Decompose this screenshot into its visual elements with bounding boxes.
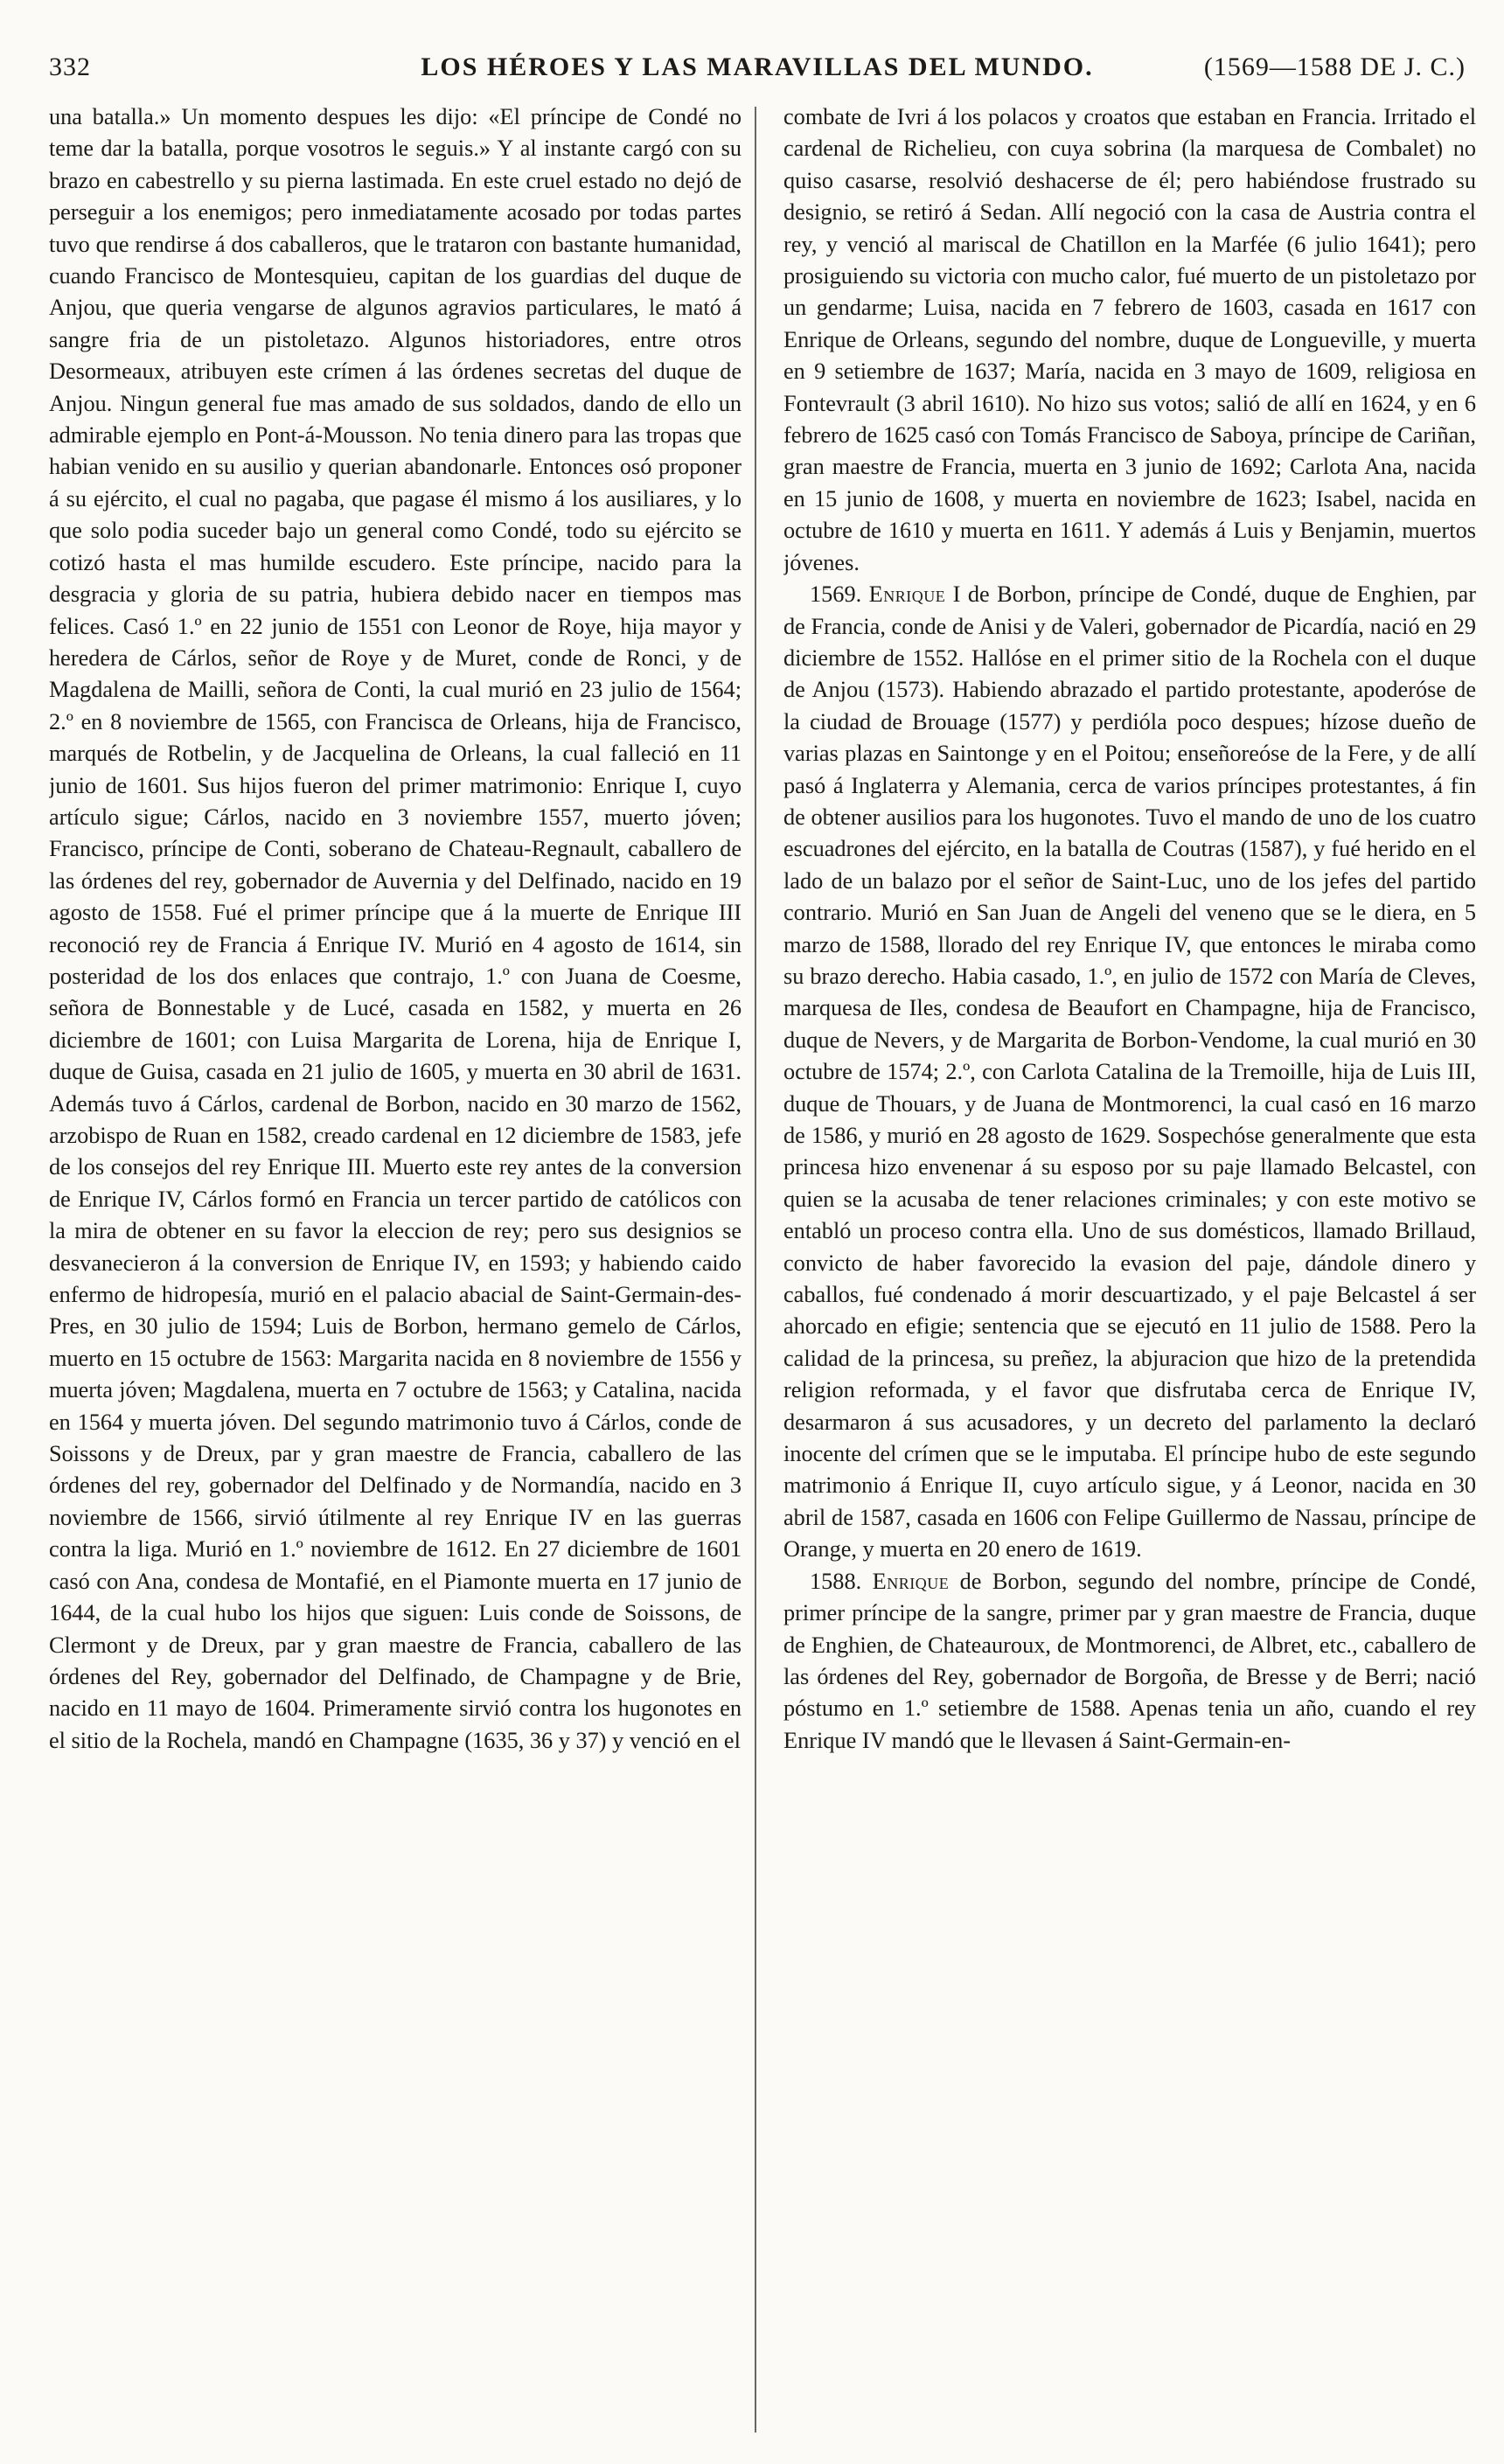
entry-1588-year: 1588. (810, 1568, 862, 1594)
page-number: 332 (49, 52, 91, 81)
running-title: LOS HÉROES Y LAS MARAVILLAS DEL MUNDO. (421, 52, 1094, 81)
entry-1569-year: 1569. (810, 581, 862, 608)
entry-1569-name: Enrique (868, 581, 946, 608)
entry-1588-text: de Borbon, segundo del nombre, príncipe de Condé, primer príncipe de la sangre, primer par y gran maestre de Francia, duque de Enghien, de Chateauroux, de Montmorenci, de Albret, etc., caballero de las órdenes del Rey, gobernador de Borgoña, de Bresse y de Berri; nació póstumo en 1.º setiembre de 1588. Apenas tenia un año, cuando el rey Enrique IV mandó que le llevasen á Saint-Germain-en- (783, 1568, 1476, 1753)
right-column-continuation: combate de Ivri á los polacos y croatos que estaban en Francia. Irritado el cardenal de Richelieu, con cuya sobrina (la marquesa de Combalet) no quiso casarse, resolvió deshacerse de él; pero habiéndose frustrado su designio, se retiró á Sedan. Allí negoció con la casa de Austria contra el rey, y venció al mariscal de Chatillon en la Marfée (6 julio 1641); pero prosiguiendo su victoria con mucho calor, fué muerto de un pistoletazo por un gendarme; Luisa, nacida en 7 febrero de 1603, casada en 1617 con Enrique de Orleans, segundo del nombre, duque de Longueville, y muerta en 9 setiembre de 1637; María, nacida en 3 mayo de 1609, religiosa en Fontevrault (3 abril 1610). No hizo sus votos; salió de allí en 1624, y en 6 febrero de 1625 casó con Tomás Francisco de Saboya, príncipe de Cariñan, gran maestre de Francia, muerta en 3 junio de 1692; Carlota Ana, nacida en 15 junio de 1608, y muerta en noviembre de 1623; Isabel, nacida en octubre de 1610 y muerta en 1611. Y además á Luis y Benjamin, muertos jóvenes. (783, 104, 1476, 575)
column-divider (755, 107, 756, 2433)
page-header (49, 52, 1466, 94)
entry-1569 (783, 579, 1476, 1566)
left-column (49, 101, 742, 2445)
left-column-paragraph: una batalla.» Un momento despues les dijo: «El príncipe de Condé no teme dar la batalla, porque vosotros le seguis.» Y al instante cargó con su brazo en cabestrello y su pierna lastimada. En este cruel estado no dejó de perseguir a los enemigos; pero inmediatamente acosado por todas partes tuvo que rendirse á dos caballeros, que le trataron con bastante humanidad, cuando Francisco de Montesquieu, capitan de los guardias del duque de Anjou, que queria vengarse de algunos agravios particulares, le mató á sangre fria de un pistoletazo. Algunos historiadores, entre otros Desormeaux, atribuyen este crímen á las órdenes secretas del duque de Anjou. Ningun general fue mas amado de sus soldados, dando de ello un admirable ejemplo en Pont-á-Mousson. No tenia dinero para las tropas que habian venido en su ausilio y querian abandonarle. Entonces osó proponer á su ejército, el cual no pagaba, que pagase él mismo á los ausiliares, y lo que solo podia suceder bajo un general como Condé, todo su ejército se cotizó hasta el mas humilde escudero. Este príncipe, nacido para la desgracia y gloria de su patria, hubiera debido nacer en tiempos mas felices. Casó 1.º en 22 junio de 1551 con Leonor de Roye, hija mayor y heredera de Cárlos, señor de Roye y de Muret, conde de Ronci, y de Magdalena de Mailli, señora de Conti, la cual murió en 23 julio de 1564; 2.º en 8 noviembre de 1565, con Francisca de Orleans, hija de Francisco, marqués de Rotbelin, y de Jacquelina de Orleans, la cual falleció en 11 junio de 1601. Sus hijos fueron del primer matrimonio: Enrique I, cuyo artículo sigue; Cárlos, nacido en 3 noviembre 1557, muerto jóven; Francisco, príncipe de Conti, soberano de Chateau-Regnault, caballero de las órdenes del rey, gobernador de Auvernia y del Delfinado, nacido en 19 agosto de 1558. Fué el primer príncipe que á la muerte de Enrique III reconoció rey de Francia á Enrique IV. Murió en 4 agosto de 1614, sin posteridad de los dos enlaces que contrajo, 1.º con Juana de Coesme, señora de Bonnestable y de Lucé, casada en 1582, y muerta en 26 diciembre de 1601; con Luisa Margarita de Lorena, hija de Enrique I, duque de Guisa, casada en 21 julio de 1605, y muerta en 30 abril de 1631. Además tuvo á Cárlos, cardenal de Borbon, nacido en 30 marzo de 1562, arzobispo de Ruan en 1582, creado cardenal en 12 diciembre de 1583, jefe de los consejos del rey Enrique III. Muerto este rey antes de la conversion de Enrique IV, Cárlos formó en Francia un tercer partido de católicos con la mira de obtener en su favor la eleccion de rey; pero sus designios se desvanecieron á la conversion de Enrique IV, en 1593; y habiendo caido enfermo de hidropesía, murió en el palacio abacial de Saint-Germain-des-Pres, en 30 julio de 1594; Luis de Borbon, hermano gemelo de Cárlos, muerto en 15 octubre de 1563: Margarita nacida en 8 noviembre de 1556 y muerta jóven; Magdalena, muerta en 7 octubre de 1563; y Catalina, nacida en 1564 y muerta jóven. Del segundo matrimonio tuvo á Cárlos, conde de Soissons y de Dreux, par y gran maestre de Francia, caballero de las órdenes del rey, gobernador del Delfinado y de Normandía, nacido en 3 noviembre de 1566, sirvió útilmente al rey Enrique IV en las guerras contra la liga. Murió en 1.º noviembre de 1612. En 27 diciembre de 1601 casó con Ana, condesa de Montafié, en el Piamonte muerta en 17 junio de 1644, de la cual hubo los hijos que siguen: Luis conde de Soissons, de Clermont y de Dreux, par y gran maestre de Francia, caballero de las órdenes del Rey, gobernador del Delfinado, de Champagne y de Brie, nacido en 11 mayo de 1604. Primeramente sirvió contra los hugonotes en el sitio de la Rochela, mandó en Champagne (1635, 36 y 37) y venció en el (49, 104, 742, 1753)
entry-1569-text: I de Borbon, príncipe de Condé, duque de Enghien, par de Francia, conde de Anisi y de Valeri, gobernador de Picardía, nació en 29 diciembre de 1552. Hallóse en el primer sitio de la Rochela con el duque de Anjou (1573). Habiendo abrazado el partido protestante, apoderóse de la ciudad de Brouage (1577) y perdióla poco despues; hízose dueño de varias plazas en Saintonge y en el Poitou; enseñoreóse de la Fere, y de allí pasó á Inglaterra y Alemania, cerca de varios príncipes protestantes, á fin de obtener ausilios para los hugonotes. Tuvo el mando de uno de los cuatro escuadrones del ejército, en la batalla de Coutras (1587), y fué herido en el lado de un balazo por el señor de Saint-Luc, uno de los jefes del partido contrario. Murió en San Juan de Angeli del veneno que se le diera, en 5 marzo de 1588, llorado del rey Enrique IV, que entonces le miraba como su brazo derecho. Habia casado, 1.º, en julio de 1572 con María de Cleves, marquesa de Iles, condesa de Beaufort en Champagne, hija de Francisco, duque de Nevers, y de Margarita de Borbon-Vendome, la cual murió en 30 octubre de 1574; 2.º, con Carlota Catalina de la Tremoille, hija de Luis III, duque de Thouars, y de Juana de Montmorenci, la cual casó en 16 marzo de 1586, y murió en 28 agosto de 1629. Sospechóse generalmente que esta princesa hizo envenenar á su esposo por su paje llamado Belcastel, con quien se la acusaba de tener relaciones criminales; y con este motivo se entabló un proceso contra ella. Uno de sus domésticos, llamado Brillaud, convicto de haber favorecido la evasion del paje, dándole dinero y caballos, fué condenado á morir descuartizado, y el paje Belcastel á ser ahorcado en efigie; sentencia que se ejecutó en 11 julio de 1588. Pero la calidad de la princesa, su preñez, la abjuracion que hizo de la pretendida religion reformada, y el favor que disfrutaba cerca de Enrique IV, desarmaron á sus acusadores, y un decreto del parlamento la declaró inocente del crímen que se le imputaba. El príncipe hubo de este segundo matrimonio á Enrique II, cuyo artículo sigue, y á Leonor, nacida en 30 abril de 1587, casada en 1606 con Felipe Guillermo de Nassau, príncipe de Orange, y muerta en 20 enero de 1619. (783, 581, 1476, 1563)
right-column (783, 101, 1476, 2445)
date-range: (1569—1588 DE J. C.) (1203, 52, 1466, 81)
entry-1588 (783, 1566, 1476, 1757)
entry-1588-name: Enrique (872, 1568, 950, 1594)
